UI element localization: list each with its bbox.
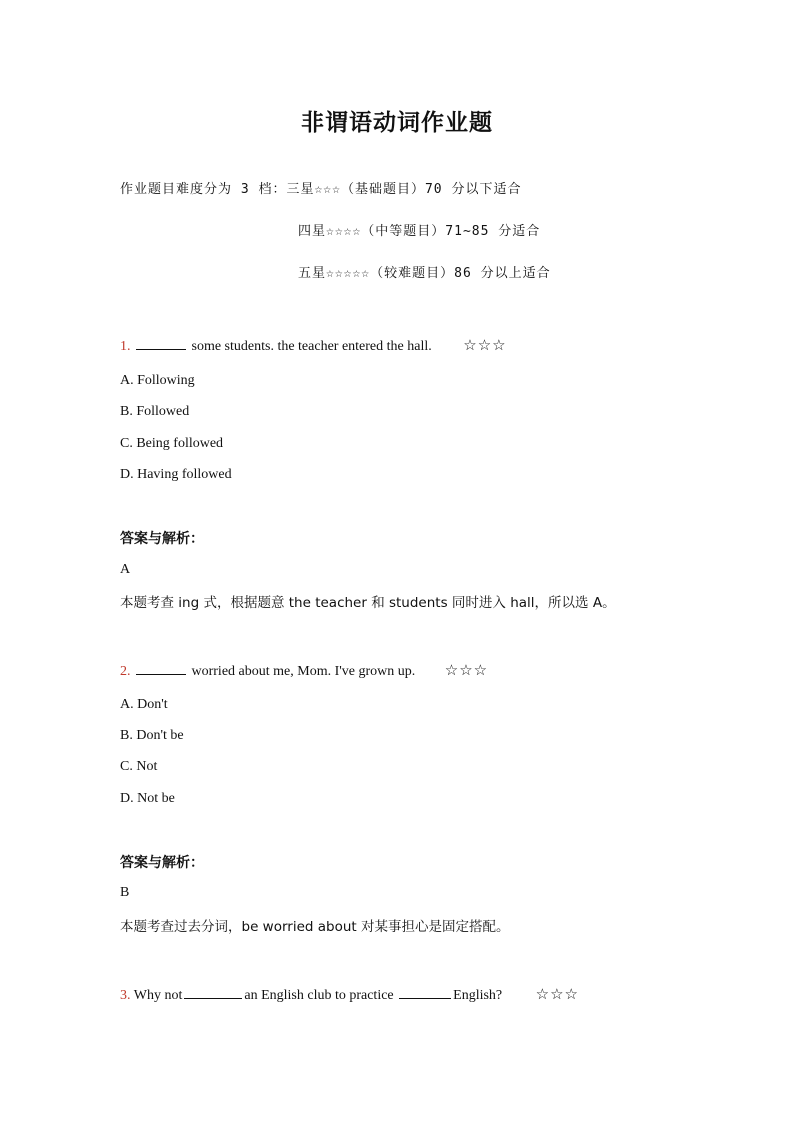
option-b: B. Don't be: [120, 728, 184, 743]
answer-value: B: [120, 885, 130, 900]
option-c: C. Being followed: [120, 436, 224, 451]
answer-blank: [399, 985, 451, 999]
question-text: some students. the teacher entered the hall.: [191, 339, 432, 354]
option-c: C. Not: [120, 759, 158, 774]
option-a: A. Don't: [120, 697, 168, 712]
answer-blank: [136, 661, 186, 675]
question-text: worried about me, Mom. I've grown up.: [191, 664, 416, 679]
question-1: [120, 336, 507, 355]
option-b: B. Followed: [120, 404, 190, 419]
option-a: A. Following: [120, 373, 195, 388]
difficulty-line-1: 作业题目难度分为 3 档：三星☆☆☆（基础题目）70 分以下适合: [120, 182, 522, 197]
question-2: [120, 661, 488, 680]
question-text-part-3: English?: [453, 988, 503, 1003]
question-number: 3.: [120, 988, 131, 1003]
answer-blank: [184, 985, 242, 999]
difficulty-stars: ☆☆☆: [463, 336, 507, 354]
answer-explanation: 本题考查 ing 式，根据题意 the teacher 和 students 同时进入 hall，所以选 A。: [120, 595, 616, 611]
page-title: 非谓语动词作业题: [301, 110, 493, 136]
answer-explanation: 本题考查过去分词，be worried about 对某事担心是固定搭配。: [120, 919, 510, 935]
answer-blank: [136, 336, 186, 350]
question-3: [120, 985, 579, 1004]
difficulty-line-2: 四星☆☆☆☆（中等题目）71~85 分适合: [298, 224, 541, 239]
answer-value: A: [120, 562, 131, 577]
difficulty-line-3: 五星☆☆☆☆☆（较难题目）86 分以上适合: [298, 266, 551, 281]
answer-heading: 答案与解析：: [120, 531, 204, 547]
question-text-part-1: Why not: [133, 988, 183, 1003]
difficulty-stars: ☆☆☆: [444, 661, 489, 679]
option-d: D. Having followed: [120, 467, 232, 482]
option-d: D. Not be: [120, 791, 175, 806]
difficulty-stars: ☆☆☆: [535, 985, 579, 1003]
question-number: 2.: [120, 664, 131, 679]
answer-heading: 答案与解析：: [120, 855, 204, 871]
question-text-part-2: an English club to practice: [244, 988, 394, 1003]
question-number: 1.: [120, 339, 131, 354]
